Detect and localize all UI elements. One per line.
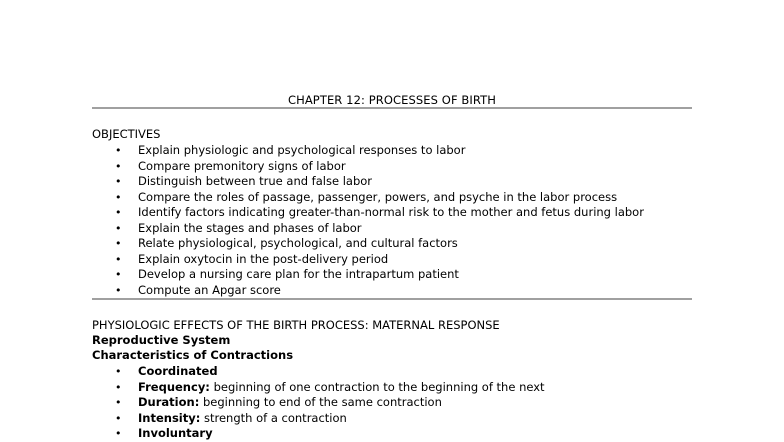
list-item: • Compute an Apgar score	[115, 282, 281, 297]
term-label: Frequency:	[138, 379, 210, 394]
term-definition: strength of a contraction	[200, 410, 347, 425]
list-item: • Explain oxytocin in the post-delivery period	[115, 251, 389, 266]
bullet-icon: •	[115, 175, 122, 188]
list-item	[92, 380, 545, 396]
section-subsubheading: Characteristics of Contractions	[92, 348, 294, 362]
list-item: • Develop a nursing care plan for the intrapartum patient	[115, 267, 459, 281]
title-divider	[92, 107, 692, 109]
bullet-icon: •	[115, 221, 122, 235]
list-item	[92, 426, 545, 442]
term-label: Intensity:	[138, 410, 201, 425]
bullet-icon: •	[115, 190, 122, 204]
chapter-title: CHAPTER 12: PROCESSES OF BIRTH	[287, 93, 497, 107]
list-item: • Distinguish between true and false labor	[115, 174, 373, 188]
list-item	[92, 395, 545, 411]
contraction-characteristics-list	[92, 364, 545, 442]
objectives-heading: OBJECTIVES	[92, 127, 161, 141]
bullet-icon: •	[115, 427, 122, 440]
list-item: • Explain physiologic and psychological responses to labor	[115, 143, 466, 157]
list-item: • Explain the stages and phases of labor	[115, 220, 362, 235]
objectives-list	[92, 143, 644, 298]
bullet-icon: •	[115, 380, 122, 394]
term-label: Involuntary	[138, 426, 213, 440]
bullet-icon: •	[115, 268, 122, 281]
list-item: • Relate physiological, psychological, and cultural factors	[115, 236, 458, 250]
bullet-icon: •	[115, 237, 122, 250]
bullet-icon: •	[115, 144, 122, 157]
list-item: • Compare premonitory signs of labor	[115, 158, 346, 173]
bullet-icon: •	[115, 159, 122, 173]
term-definition: beginning of one contraction to the beginning of the next	[209, 379, 545, 394]
bullet-icon: •	[115, 206, 122, 219]
list-item: • Identify factors indicating greater-than-normal risk to the mother and fetus during labor	[115, 205, 644, 219]
term-label: Coordinated	[138, 364, 218, 378]
bullet-icon: •	[115, 365, 122, 378]
section-divider	[92, 298, 692, 300]
list-item	[92, 364, 545, 380]
bullet-icon: •	[115, 411, 122, 425]
term-label: Duration:	[138, 395, 200, 409]
section-heading: PHYSIOLOGIC EFFECTS OF THE BIRTH PROCESS: MATERNAL RESPONSE	[92, 318, 500, 332]
section-subheading: Reproductive System	[92, 333, 231, 347]
bullet-icon: •	[115, 283, 122, 297]
list-item	[92, 411, 545, 427]
bullet-icon: •	[115, 252, 122, 266]
list-item: • Compare the roles of passage, passenger, powers, and psyche in the labor process	[115, 189, 618, 204]
term-definition: beginning to end of the same contraction	[199, 395, 442, 409]
bullet-icon: •	[115, 396, 122, 409]
